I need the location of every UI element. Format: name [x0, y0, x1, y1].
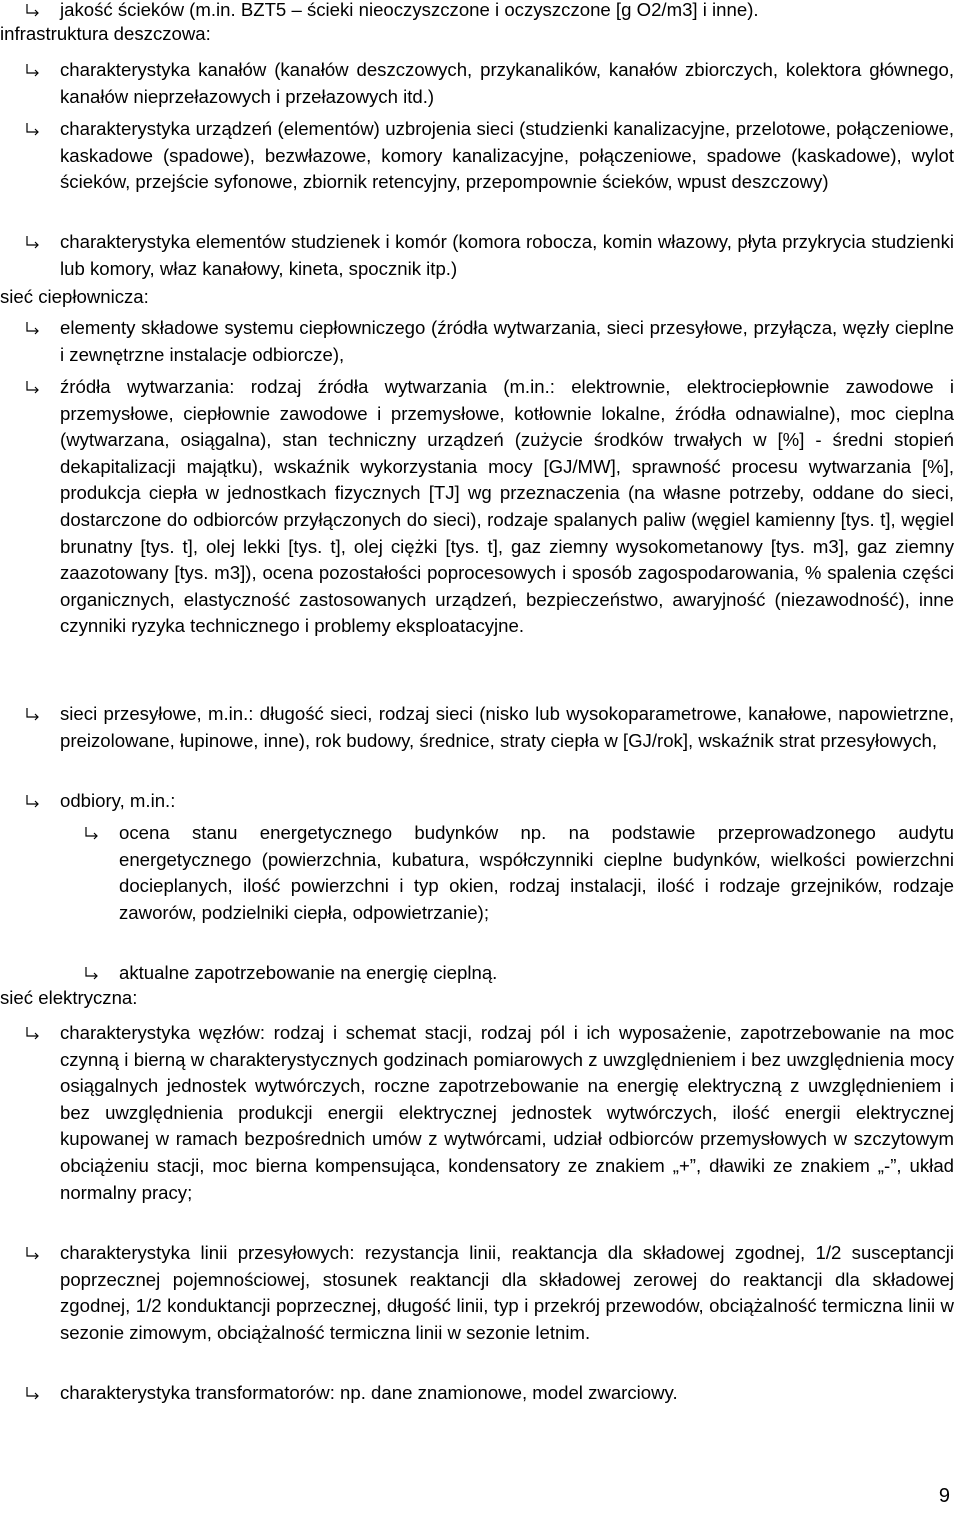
list-item — [60, 57, 954, 110]
arrow-bullet-icon — [24, 1020, 44, 1046]
list-item-text: odbiory, m.in.: — [60, 790, 176, 811]
list-item-text: sieci przesyłowe, m.in.: długość sieci, rodzaj sieci (nisko lub wysokoparametrowe, kanałowe, napowietrzne, preizolowane, łupinowe, inne), rok budowy, średnice, straty ciepła w [GJ/rok], wskaźnik strat przesyłowych, — [60, 703, 954, 751]
list-item-text: jakość ścieków (m.in. BZT5 – ścieki nieoczyszczone i oczyszczone [g O2/m3] i inne). — [60, 0, 759, 20]
arrow-bullet-icon — [24, 1380, 44, 1406]
arrow-bullet-icon — [24, 315, 44, 341]
list-item-text: charakterystyka węzłów: rodzaj i schemat stacji, rodzaj pól i ich wyposażenie, zapotrzebowanie na moc czynną i bierną w charakterystycznych godzinach pomiarowych z uwzględnieniem i bez uwzględnienia mocy osiągalnych jednostek wytwórczych, roczne zapotrzebowanie na energię elektryczną z uwzględnieniem i bez uwzględnienia produkcji energii elektrycznej jednostek wytwórczych, ilość energii elektrycznej kupowanej w ramach bezpośrednich umów z wytwórcami, udział odbiorców przemysłowych w szczytowym obciążeniu stacji, moc bierna kompensująca, kondensatory ze znakiem „+”, dławiki ze znakiem „-”, układ normalny pracy; — [60, 1022, 954, 1203]
list-item-text: aktualne zapotrzebowanie na energię cieplną. — [119, 962, 498, 983]
list-item — [60, 229, 954, 282]
list-item — [60, 116, 954, 196]
list-item-text: charakterystyka kanałów (kanałów deszczowych, przykanalików, kanałów zbiorczych, kolektora głównego, kanałów nieprzełazowych i przełazowych itd.) — [60, 59, 954, 107]
arrow-bullet-icon — [83, 960, 103, 986]
list-item-text: źródła wytwarzania: rodzaj źródła wytwarzania (m.in.: elektrownie, elektrociepłownie zawodowe i przemysłowe, ciepłownie zawodowe i przemysłowe, kotłownie lokalne, źródła odnawialne), moc cieplna (wytwarzana, osiągalna), stan techniczny urządzeń (zużycie środków trwałych w [%] - średni stopień dekapitalizacji majątku), wskaźnik wykorzystania mocy [GJ/MW], sprawność procesu wytwarzania [%], produkcja ciepła w jednostkach fizycznych [TJ] wg przeznaczenia (na własne potrzeby, oddane do sieci, dostarczone do odbiorców przyłączonych do sieci), rodzaje spalanych paliw (węgiel kamienny [tys. t], węgiel brunatny [tys. t], olej lekki [tys. t], olej ciężki [tys. t], gaz ziemny wysokometanowy [tys. m3], gaz ziemny zaazotowany [tys. m3]), ocena pozostałości poprocesowych i sposób zagospodarowania, % spalenia części organicznych, elastyczność zastosowanych urządzeń, bezpieczeństwo, awaryjność (niezawodność), inne czynniki ryzyka technicznego i problemy eksploatacyjne. — [60, 376, 954, 637]
list-item — [60, 374, 954, 640]
sub-list-item — [119, 960, 954, 987]
list-item — [60, 315, 954, 368]
list-item-text: elementy składowe systemu ciepłowniczego (źródła wytwarzania, sieci przesyłowe, przyłącza, węzły cieplne i zewnętrzne instalacje odbiorcze), — [60, 317, 954, 365]
arrow-bullet-icon — [24, 374, 44, 400]
list-item — [60, 701, 954, 754]
list-item-text: ocena stanu energetycznego budynków np. na podstawie przeprowadzonego audytu energetycznego (powierzchnia, kubatura, współczynniki cieplne budynków, wielkości powierzchni docieplanych, ilość powierzchni i typ okien, rodzaj instalacji, ilość i rodzaje grzejników, rodzaje zaworów, podzielniki ciepła, odpowietrzanie); — [119, 822, 954, 923]
arrow-bullet-icon — [24, 116, 44, 142]
arrow-bullet-icon — [83, 820, 103, 846]
arrow-bullet-icon — [24, 701, 44, 727]
list-item-text: charakterystyka elementów studzienek i komór (komora robocza, komin włazowy, płyta przykrycia studzienki lub komory, właz kanałowy, kineta, spocznik itp.) — [60, 231, 954, 279]
sub-list-item — [119, 820, 954, 926]
list-item — [60, 1020, 954, 1206]
arrow-bullet-icon — [24, 788, 44, 814]
section-heading-heat: sieć ciepłownicza: — [0, 286, 149, 307]
list-item — [60, 1240, 954, 1346]
section-heading-rain: infrastruktura deszczowa: — [0, 23, 211, 44]
list-item-text: charakterystyka urządzeń (elementów) uzbrojenia sieci (studzienki kanalizacyjne, przelotowe, połączeniowe, kaskadowe (spadowe), bezwłazowe, komory kanalizacyjne, połączeniowe, spadowe (kaskadowe), wylot ścieków, przejście syfonowe, zbiornik retencyjny, przepompownie ścieków, wpust deszczowy) — [60, 118, 954, 193]
list-item — [60, 1380, 954, 1407]
list-item-text: charakterystyka linii przesyłowych: rezystancja linii, reaktancja dla składowej zgodnej, 1/2 susceptancji poprzecznej pojemnościowej, stosunek reaktancji dla składowej zerowej do reaktancji dla składowej zgodnej, 1/2 konduktancji poprzecznej, długość linii, typ i przekrój przewodów, obciążalność termiczna linii w sezonie zimowym, obciążalność termiczna linii w sezonie letnim. — [60, 1242, 954, 1343]
list-item — [60, 788, 954, 815]
arrow-bullet-icon — [24, 1240, 44, 1266]
arrow-bullet-icon — [24, 229, 44, 255]
list-item-text: charakterystyka transformatorów: np. dane znamionowe, model zwarciowy. — [60, 1382, 678, 1403]
section-heading-electric: sieć elektryczna: — [0, 987, 138, 1008]
arrow-bullet-icon — [24, 0, 44, 23]
arrow-bullet-icon — [24, 57, 44, 83]
page-number: 9 — [938, 1485, 950, 1507]
